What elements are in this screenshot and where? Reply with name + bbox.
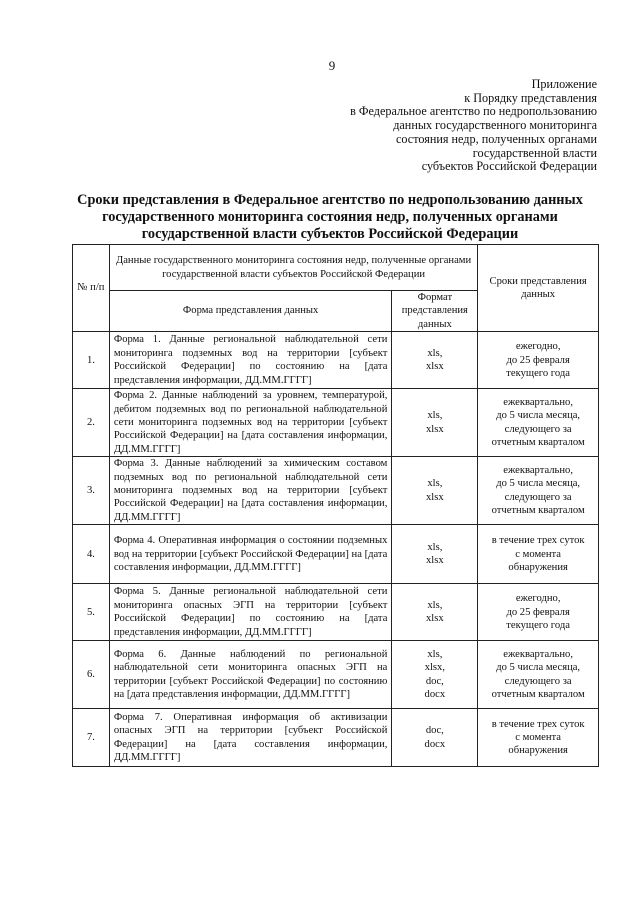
row-number: 3. xyxy=(73,457,110,525)
appendix-line: состояния недр, полученных органами xyxy=(395,131,597,146)
row-number: 7. xyxy=(73,709,110,767)
deadline xyxy=(478,525,599,584)
deadline-line: до 5 числа месяца, xyxy=(496,478,581,490)
table-row xyxy=(73,389,599,457)
row-number: 5. xyxy=(73,584,110,641)
format-line: xlsx, xyxy=(424,662,445,674)
deadline xyxy=(478,709,599,767)
deadline xyxy=(478,332,599,389)
deadline-line: с момента xyxy=(515,548,561,560)
deadline xyxy=(478,457,599,525)
deadline xyxy=(478,584,599,641)
form-description: Форма 6. Данные наблюдений по региональной наблюдательной сети мониторинга опасных ЭГП на территории [субъект Российской Федерации] по состоянию на [дата представления информации, ДД.ММ.ГГГГ] xyxy=(109,641,392,709)
format-line: doc, xyxy=(425,725,444,737)
deadline-line: текущего года xyxy=(506,619,570,631)
deadline-line: ежеквартально, xyxy=(503,396,574,408)
deadline-line: следующего за xyxy=(504,491,572,503)
row-number: 2. xyxy=(73,389,110,457)
header-num: № п/п xyxy=(73,245,110,332)
deadline-line: ежегодно, xyxy=(515,593,561,605)
header-format: Формат представления данных xyxy=(392,291,478,332)
deadline-line: отчетным кварталом xyxy=(491,437,585,449)
deadline-line: ежеквартально, xyxy=(503,464,574,476)
form-description: Форма 5. Данные региональной наблюдательной сети мониторинга опасных ЭГП на территории [субъект Российской Федерации] по состоянию на [дата представления информации, ДД.ММ.ГГГГ] xyxy=(109,584,392,641)
format-line: xls, xyxy=(427,541,443,553)
document-title: Сроки представления в Федеральное агентство по недропользованию данных государственного мониторинга состояния недр, полученных органами государственной власти субъектов Российской Федерации xyxy=(77,192,583,242)
row-number: 6. xyxy=(73,641,110,709)
format-line: docx xyxy=(424,738,446,750)
table-row xyxy=(73,641,599,709)
data-format xyxy=(392,525,478,584)
deadline-line: в течение трех суток xyxy=(491,535,585,547)
data-format xyxy=(392,389,478,457)
format-line: xlsx xyxy=(426,613,444,625)
format-line: xlsx xyxy=(426,555,444,567)
row-number: 4. xyxy=(73,525,110,584)
deadline xyxy=(478,389,599,457)
header-deadline: Сроки представления данных xyxy=(478,245,599,332)
format-line: docx xyxy=(424,689,446,701)
deadline-line: в течение трех суток xyxy=(491,718,585,730)
table-row xyxy=(73,709,599,767)
table-row xyxy=(73,332,599,389)
format-line: xls, xyxy=(427,478,443,490)
deadline-line: обнаружения xyxy=(508,745,568,757)
header-form: Форма представления данных xyxy=(109,291,392,332)
data-format xyxy=(392,709,478,767)
form-description: Форма 7. Оперативная информация об активизации опасных ЭГП на территории [субъект Российской Федерации] на [дата составления информации, ДД.ММ.ГГГГ] xyxy=(109,709,392,767)
appendix-line: государственной власти xyxy=(472,145,597,160)
data-format xyxy=(392,457,478,525)
deadline-line: до 5 числа месяца, xyxy=(496,662,581,674)
format-line: xlsx xyxy=(426,423,444,435)
header-group: Данные государственного мониторинга состояния недр, полученные органами государственной власти субъектов Российской Федерации xyxy=(109,245,477,291)
table-row xyxy=(73,525,599,584)
format-line: xls, xyxy=(427,410,443,422)
format-line: xlsx xyxy=(426,491,444,503)
form-description: Форма 4. Оперативная информация о состоянии подземных вод на территории [субъект Российской Федерации] на [дата составления информации, ДД.ММ.ГГГГ] xyxy=(109,525,392,584)
format-line: doc, xyxy=(425,675,444,687)
deadlines-table xyxy=(72,244,599,767)
form-description: Форма 1. Данные региональной наблюдательной сети мониторинга подземных вод на территории [субъект Российской Федерации] по состоянию на [дата представления информации, ДД.ММ.ГГГГ] xyxy=(109,332,392,389)
deadline-line: текущего года xyxy=(506,367,570,379)
deadline-line: до 5 числа месяца, xyxy=(496,410,581,422)
row-number: 1. xyxy=(73,332,110,389)
appendix-line: субъектов Российской Федерации xyxy=(421,159,597,174)
data-format xyxy=(392,332,478,389)
table-row xyxy=(73,584,599,641)
form-description: Форма 3. Данные наблюдений за химическим составом подземных вод по региональной наблюдательной сети мониторинга подземных вод на территории [субъект Российской Федерации] на [дата составления информации, ДД.ММ.ГГГГ] xyxy=(109,457,392,525)
deadline-line: следующего за xyxy=(504,423,572,435)
deadline-line: до 25 февраля xyxy=(506,354,570,366)
format-line: xls, xyxy=(427,599,443,611)
form-description: Форма 2. Данные наблюдений за уровнем, температурой, дебитом подземных вод по региональной наблюдательной сети мониторинга подземных вод на территории [субъект Российской Федерации] на [дата составления информации, ДД.ММ.ГГГГ] xyxy=(109,389,392,457)
format-line: xlsx xyxy=(426,361,444,373)
deadline-line: отчетным кварталом xyxy=(491,689,585,701)
deadline-line: до 25 февраля xyxy=(506,606,570,618)
page-number: 9 xyxy=(328,58,336,73)
data-format xyxy=(392,641,478,709)
appendix-line: в Федеральное агентство по недропользованию xyxy=(350,104,597,119)
appendix-line: к Порядку представления xyxy=(464,90,597,105)
deadline-line: обнаружения xyxy=(508,561,568,573)
deadline-line: следующего за xyxy=(504,675,572,687)
deadline-line: с момента xyxy=(515,732,561,744)
appendix-line: данных государственного мониторинга xyxy=(393,118,597,133)
table-row xyxy=(73,457,599,525)
data-format xyxy=(392,584,478,641)
deadline xyxy=(478,641,599,709)
deadline-line: отчетным кварталом xyxy=(491,505,585,517)
appendix-line: Приложение xyxy=(531,77,597,91)
deadline-line: ежеквартально, xyxy=(503,648,574,660)
format-line: xls, xyxy=(427,648,443,660)
appendix-note xyxy=(350,78,597,174)
format-line: xls, xyxy=(427,347,443,359)
deadline-line: ежегодно, xyxy=(515,341,561,353)
